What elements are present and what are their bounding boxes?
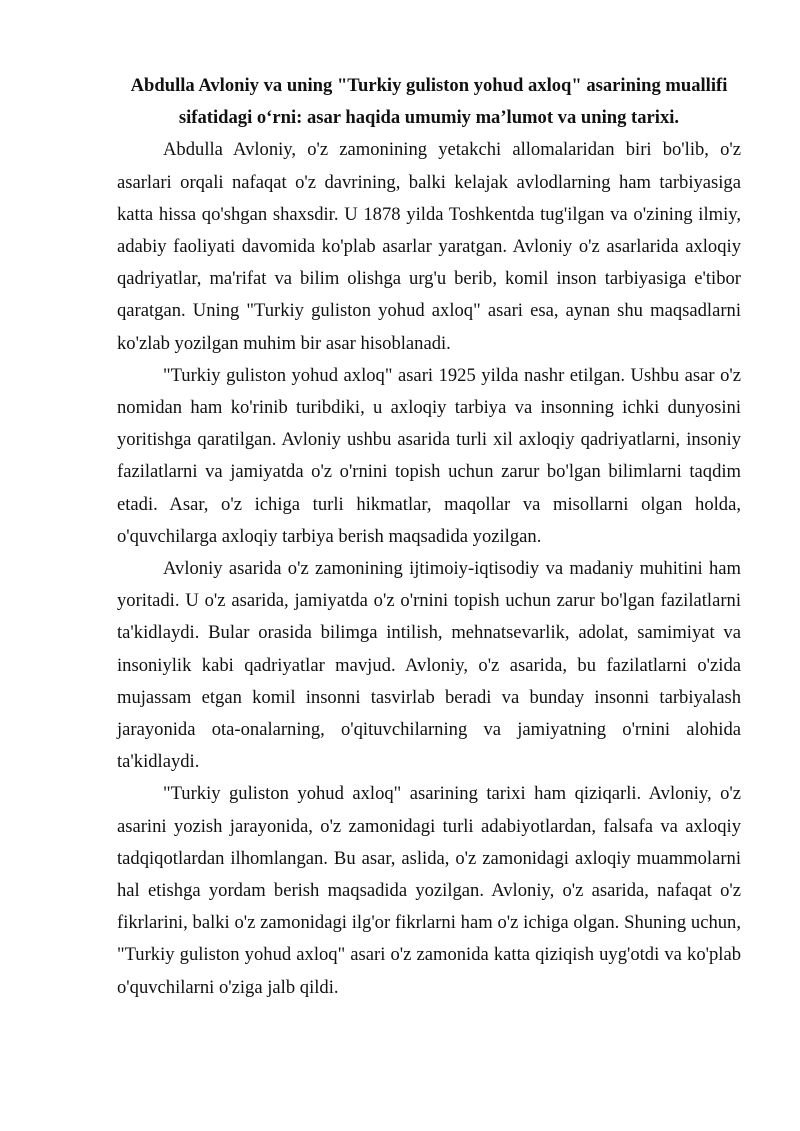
- paragraph-3: Avloniy asarida o'z zamonining ijtimoiy-iqtisodiy va madaniy muhitini ham yoritadi. U o'z asarida, jamiyatda o'z o'rnini topish uchun zarur bo'lgan fazilatlarni ta'kidlaydi. Bular orasida bilimga intilish, mehnatsevarlik, adolat, samimiyat va insoniylik kabi qadriyatlar mavjud. Avloniy, o'z asarida, bu fazilatlarni o'zida mujassam etgan komil insonni tasvirlab beradi va bunday insonni tarbiyalash jarayonida ota-onalarning, o'qituvchilarning va jamiyatning o'rnini alohida ta'kidlaydi.: [117, 558, 741, 773]
- paragraph-4: "Turkiy guliston yohud axloq" asarining tarixi ham qiziqarli. Avloniy, o'z asarini yozish jarayonida, o'z zamonidagi turli adabiyotlardan, falsafa va axloqiy tadqiqotlardan ilhomlangan. Bu asar, aslida, o'z zamonidagi axloqiy muammolarni hal etishga yordam berish maqsadida yozilgan. Avloniy, o'z asarida, nafaqat o'z fikrlarini, balki o'z zamonidagi ilg'or fikrlarni ham o'z ichiga olgan. Shuning uchun, "Turkiy guliston yohud axloq" asari o'z zamonida katta qiziqish uyg'otdi va ko'plab o'quvchilarni o'ziga jalb qildi.: [117, 783, 741, 998]
- title-line-2: sifatidagi o‘rni: asar haqida umumiy ma’lumot va uning tarixi.: [178, 107, 680, 129]
- title-line-1: Abdulla Avloniy va uning "Turkiy guliston yohud axloq" asarining muallifi: [130, 75, 728, 96]
- document-title: [117, 70, 741, 134]
- paragraph-1: Abdulla Avloniy, o'z zamonining yetakchi allomalaridan biri bo'lib, o'z asarlari orqali nafaqat o'z davrining, balki kelajak avlodlarning ham tarbiyasiga katta hissa qo'shgan shaxsdir. U 1878 yilda Toshkentda tug'ilgan va o'zining ilmiy, adabiy faoliyati davomida ko'plab asarlar yaratgan. Avloniy o'z asarlarida axloqiy qadriyatlar, ma'rifat va bilim olishga urg'u berib, komil inson tarbiyasiga e'tibor qaratgan. Uning "Turkiy guliston yohud axloq" asari esa, aynan shu maqsadlarni ko'zlab yozilgan muhim bir asar hisoblanadi.: [117, 139, 741, 354]
- document-body: [117, 70, 741, 1004]
- paragraph-2: "Turkiy guliston yohud axloq" asari 1925 yilda nashr etilgan. Ushbu asar o'z nomidan ham ko'rinib turibdiki, u axloqiy tarbiya va insonning ichki dunyosini yoritishga qaratilgan. Avloniy ushbu asarida turli xil axloqiy qadriyatlarni, insoniy fazilatlarni va jamiyatda o'z o'rnini topish uchun zarur bo'lgan bilimlarni taqdim etadi. Asar, o'z ichiga turli hikmatlar, maqollar va misollarni olgan holda, o'quvchilarga axloqiy tarbiya berish maqsadida yozilgan.: [117, 364, 741, 547]
